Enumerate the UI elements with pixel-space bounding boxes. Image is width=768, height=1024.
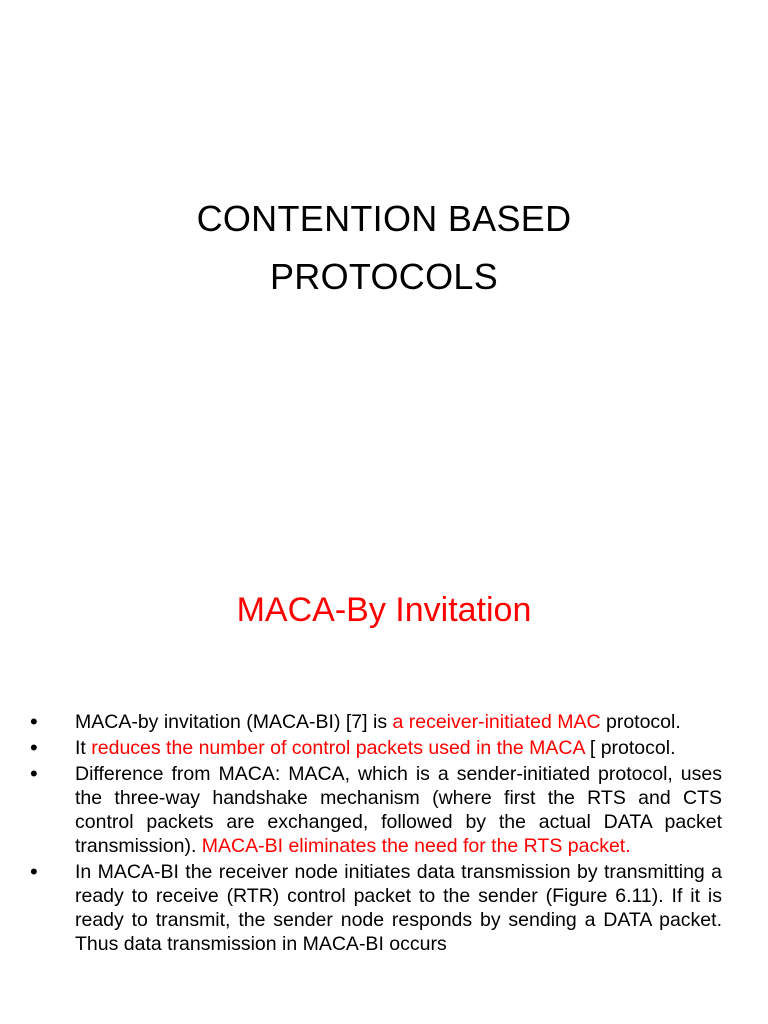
bullet-item-4 [30, 860, 722, 956]
bullet-2-highlight: reduces the number of control packets used in the MACA [91, 737, 585, 759]
slide-1-title [0, 190, 768, 306]
bullet-dot: • [30, 709, 38, 734]
bullet-dot: • [30, 761, 38, 786]
bullet-1-text-a: MACA-by invitation (MACA-BI) [7] is [75, 711, 393, 733]
bullet-list [30, 710, 722, 958]
bullet-1-highlight: a receiver-initiated MAC [392, 711, 601, 733]
title-line-2: PROTOCOLS [269, 256, 499, 297]
slide-2 [0, 512, 768, 1024]
slide-2-title: MACA-By Invitation [236, 591, 532, 629]
bullet-2-text-a: It [75, 737, 92, 759]
bullet-2-text-b: [ protocol. [584, 737, 676, 759]
bullet-dot: • [30, 735, 38, 760]
bullet-item-3 [30, 762, 722, 858]
bullet-3-text-a: Difference from MACA: MACA, which is a sender-initiated protocol, uses the three-way handshake mechanism (where first the RTS and CTS control packets are exchanged, followed by the actual DATA packet transmission). [75, 763, 722, 857]
bullet-dot: • [30, 859, 38, 884]
bullet-4-text-a: In MACA-BI the receiver node initiates data transmission by transmitting a ready to receive (RTR) control packet to the sender (Figure 6.11). If it is ready to transmit, the sender node responds by sending a DATA packet. Thus data transmission in MACA-BI occurs [75, 861, 722, 955]
bullet-1-text-b: protocol. [600, 711, 681, 733]
title-line-1: CONTENTION BASED [196, 198, 572, 239]
bullet-3-highlight: MACA-BI eliminates the need for the RTS packet. [201, 835, 631, 857]
bullet-item-2 [30, 736, 722, 760]
bullet-item-1 [30, 710, 722, 734]
